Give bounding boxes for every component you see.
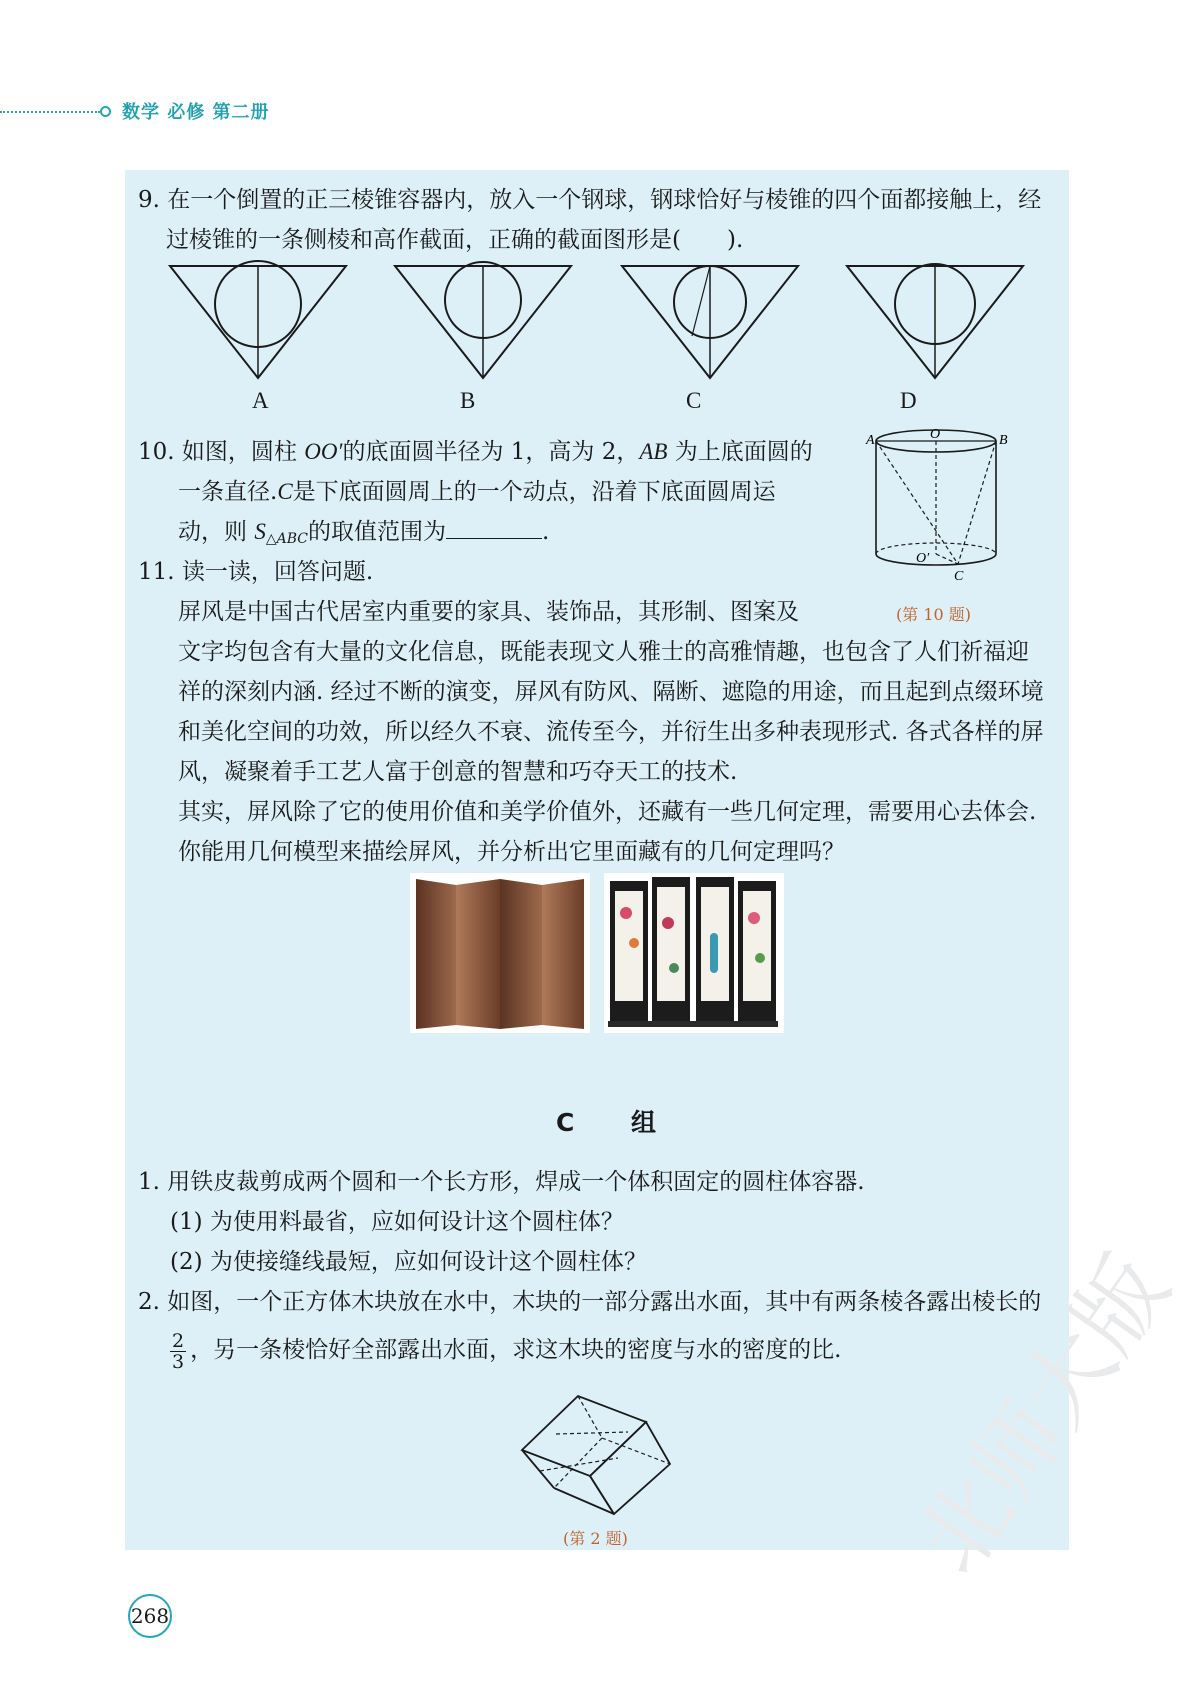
c2-caption: (第 2 题) <box>563 1529 628 1548</box>
c2-frac-den: 3 <box>172 1350 185 1373</box>
c1-number: 1. <box>138 1169 160 1195</box>
q9-line2: 过棱锥的一条侧棱和高作截面，正确的截面图形是( ). <box>166 227 744 253</box>
q9-option-d-figure <box>845 262 1025 382</box>
group-c-title: C 组 <box>556 1108 681 1137</box>
q9-option-d-label: D <box>900 388 917 413</box>
q10-text-2b: 是下底面圆周上的一个动点，沿着下底面圆周运 <box>292 479 776 505</box>
q10-text-1c: 为上底面圆的 <box>674 439 813 465</box>
header-dot-icon <box>100 106 111 117</box>
q9-option-b-figure <box>393 262 573 382</box>
q11-para-line-6: 其实，屏风除了它的使用价值和美学价值外，还藏有一些几何定理，需要用心去体会. <box>178 799 1037 825</box>
q10-text-3c: . <box>541 519 550 545</box>
q11-para-line-4: 和美化空间的功效，所以经久不衰、流传至今，并衍生出多种表现形式. 各式各样的屏 <box>178 719 1044 745</box>
c2-cube-figure <box>518 1392 678 1516</box>
folding-screen-painted-photo <box>604 873 784 1033</box>
q10-text-1a: 如图，圆柱 <box>181 439 297 465</box>
q9-number: 9. <box>138 187 160 213</box>
q10-text-2a: 一条直径. <box>178 479 278 505</box>
header-rule <box>0 111 100 113</box>
c2-line2 <box>170 1330 841 1372</box>
q10-label-o-prime: O′ <box>916 551 930 566</box>
c1-sub1: (1) 为使用料最省，应如何设计这个圆柱体？ <box>170 1209 624 1235</box>
q10-sub-abc: △ABC <box>265 531 308 547</box>
q11-number: 11. <box>138 559 175 585</box>
q11-para-line-2: 文字均包含有大量的文化信息，既能表现文人雅士的高雅情趣，也包含了人们祈福迎 <box>178 639 1029 665</box>
q10-label-c: C <box>954 569 964 584</box>
q11-para-line-7: 你能用几何模型来描绘屏风，并分析出它里面藏有的几何定理吗？ <box>178 839 845 865</box>
q10-var-c: C <box>277 479 293 504</box>
page-number: 268 <box>128 1594 172 1638</box>
c2-text-1: 如图，一个正方体木块放在水中，木块的一部分露出水面，其中有两条棱各露出棱长的 <box>167 1289 1042 1315</box>
q9-option-a-label: A <box>252 388 269 413</box>
q10-text-3a: 动，则 <box>178 519 247 545</box>
c2-line1 <box>138 1282 1041 1322</box>
q10-line1 <box>138 432 813 472</box>
c1-line1 <box>138 1162 865 1202</box>
q9-option-c-figure <box>620 262 800 382</box>
q9-option-a-figure <box>168 262 348 382</box>
q11-para-line-1: 屏风是中国古代居室内重要的家具、装饰品，其形制、图案及 <box>178 599 799 625</box>
q10-line2 <box>178 472 776 512</box>
q9-text-1: 在一个倒置的正三棱锥容器内，放入一个钢球，钢球恰好与棱锥的四个面都接触上，经 <box>167 187 1042 213</box>
q10-number: 10. <box>138 439 175 465</box>
c2-number: 2. <box>138 1289 160 1315</box>
q10-caption: (第 10 题) <box>896 605 972 624</box>
q10-answer-blank <box>446 516 542 539</box>
q10-text-3b: 的取值范围为 <box>307 519 446 545</box>
q10-label-a: A <box>866 433 875 448</box>
q10-var-ab: AB <box>639 439 668 464</box>
publisher-watermark: 北师大版 <box>897 1237 1190 1593</box>
book-title: 数学 必修 第二册 <box>122 102 270 123</box>
c2-frac-num: 2 <box>172 1329 185 1352</box>
q11-para-line-5: 风，凝聚着手工艺人富于创意的智慧和巧夺天工的技术. <box>178 759 738 785</box>
q10-label-o: O <box>930 427 941 442</box>
c2-fraction <box>170 1331 186 1372</box>
q11-title: 读一读，回答问题. <box>181 559 374 585</box>
q9-option-c-label: C <box>686 388 702 413</box>
q10-var-oo: OO′ <box>304 439 343 464</box>
c1-text: 用铁皮裁剪成两个圆和一个长方形，焊成一个体积固定的圆柱体容器. <box>167 1169 865 1195</box>
q10-label-b: B <box>999 433 1008 448</box>
q11-para-line-3: 祥的深刻内涵. 经过不断的演变，屏风有防风、隔断、遮隐的用途，而且起到点缀环境 <box>178 679 1044 705</box>
folding-screen-wood-photo <box>410 873 590 1033</box>
q9-line1 <box>138 180 1041 220</box>
c2-text-2: ，另一条棱恰好全部露出水面，求这木块的密度与水的密度的比. <box>190 1337 842 1363</box>
q10-cylinder-figure <box>866 428 1006 588</box>
q10-text-1b: 的底面圆半径为 1，高为 2， <box>342 439 640 465</box>
q10-var-s: S <box>254 519 266 544</box>
c1-sub2: (2) 为使接缝线最短，应如何设计这个圆柱体？ <box>170 1249 647 1275</box>
q11-line-title <box>138 552 373 592</box>
q9-option-b-label: B <box>460 388 476 413</box>
